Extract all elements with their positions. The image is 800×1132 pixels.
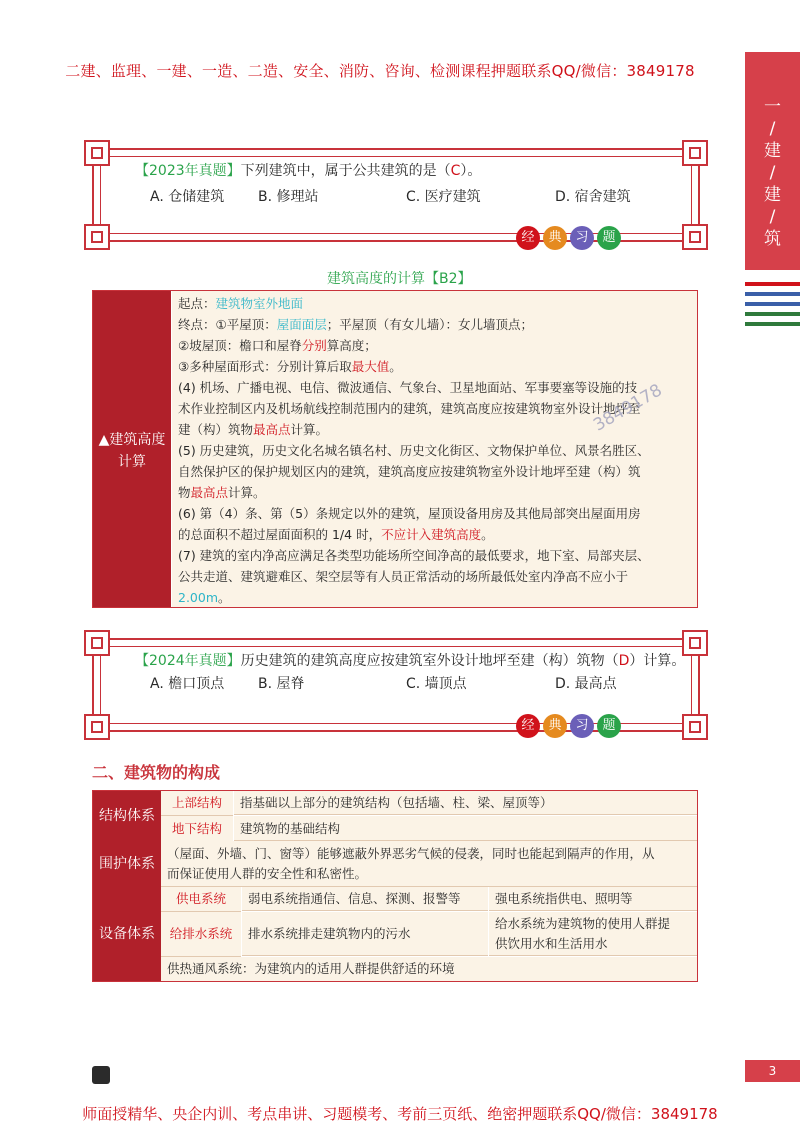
height-table-content bbox=[172, 291, 697, 607]
rule-line: 建（构）筑物最高点计算。 bbox=[178, 422, 329, 437]
rule-line: (5) 历史建筑，历史文化名城名镇名村、历史文化街区、文物保护单位、风景名胜区、 bbox=[178, 443, 650, 458]
drainage-desc: 排水系统排走建筑物内的污水 bbox=[242, 912, 488, 956]
classic-exercise-badge: 题 bbox=[597, 714, 621, 738]
frame-corner-ornament bbox=[682, 224, 708, 250]
rule-line: 2.00m。 bbox=[178, 590, 231, 605]
row-label-equipment: 设备体系 bbox=[93, 887, 161, 981]
question-tag: 【2024年真题】 bbox=[135, 653, 241, 669]
question-text-end: ）计算。 bbox=[629, 653, 686, 669]
rule-line: 终点：①平屋顶：屋面面层；平屋顶（有女儿墙）：女儿墙顶点； bbox=[178, 317, 533, 332]
option-d: D. 宿舍建筑 bbox=[555, 189, 631, 205]
classic-exercise-badge: 习 bbox=[570, 714, 594, 738]
side-tab-char: / bbox=[769, 207, 776, 227]
question-answer: C bbox=[450, 163, 461, 179]
stripe-decoration bbox=[745, 322, 800, 326]
classic-exercise-badge: 典 bbox=[543, 226, 567, 250]
stripe-decoration bbox=[745, 302, 800, 306]
classic-exercise-badge: 经 bbox=[516, 714, 540, 738]
building-composition-table bbox=[92, 790, 698, 982]
page-number: 3 bbox=[745, 1060, 800, 1082]
question-text-end: ）。 bbox=[460, 163, 482, 179]
classic-exercise-badge: 习 bbox=[570, 226, 594, 250]
side-tab-char: / bbox=[769, 119, 776, 139]
rule-line: 术作业控制区内及机场航线控制范围内的建筑，建筑高度应按建筑物室外设计地坪至 bbox=[178, 401, 641, 416]
water-supply-line: 给水系统为建筑物的使用人群提 bbox=[495, 916, 671, 931]
section-heading: 二、建筑物的构成 bbox=[92, 763, 221, 782]
section-title: 建筑高度的计算【B2】 bbox=[327, 271, 472, 287]
rule-line: (7) 建筑的室内净高应满足各类型功能场所空间净高的最低要求，地下室、局部夹层、 bbox=[178, 548, 650, 563]
label-line: 计算 bbox=[118, 454, 146, 470]
frame-corner-ornament bbox=[682, 714, 708, 740]
row-label-structure: 结构体系 bbox=[93, 791, 161, 841]
rule-line: 公共走道、建筑避难区、架空层等有人员正常活动的场所最低处室内净高不应小于 bbox=[178, 569, 629, 584]
enclosure-desc-line: 而保证使用人群的安全性和私密性。 bbox=[167, 866, 368, 881]
water-supply-desc bbox=[489, 912, 697, 956]
option-d: D. 最高点 bbox=[555, 676, 617, 692]
classic-exercise-badge: 题 bbox=[597, 226, 621, 250]
frame-corner-ornament bbox=[84, 140, 110, 166]
chapter-side-tab bbox=[745, 52, 800, 270]
rule-line: 起点：建筑物室外地面 bbox=[178, 296, 304, 311]
stripe-decoration bbox=[745, 292, 800, 296]
option-b: B. 屋脊 bbox=[258, 676, 305, 692]
rule-line: (4) 机场、广播电视、电信、微波通信、气象台、卫星地面站、军事要塞等设施的技 bbox=[178, 380, 638, 395]
height-calculation-table bbox=[92, 290, 698, 608]
rule-line: (6) 第（4）条、第（5）条规定以外的建筑，屋顶设备用房及其他局部突出屋面用房 bbox=[178, 506, 641, 521]
side-tab-char: 一 bbox=[764, 97, 781, 117]
question-text: 历史建筑的建筑高度应按建筑室外设计地坪至建（构）筑物（ bbox=[240, 653, 619, 669]
frame-corner-ornament bbox=[84, 630, 110, 656]
side-tab-char: / bbox=[769, 163, 776, 183]
question-tag: 【2023年真题】 bbox=[135, 163, 241, 179]
qr-icon bbox=[92, 1066, 110, 1084]
label-line: ▲建筑高度 bbox=[98, 432, 166, 448]
side-tab-char: 建 bbox=[764, 185, 781, 205]
question-text: 下列建筑中，属于公共建筑的是（ bbox=[240, 163, 451, 179]
row-label-enclosure: 围护体系 bbox=[93, 841, 161, 887]
lower-structure-desc: 建筑物的基础结构 bbox=[234, 816, 697, 841]
upper-structure-desc: 指基础以上部分的建筑结构（包括墙、柱、梁、屋顶等） bbox=[234, 791, 697, 815]
water-supply-line: 供饮用水和生活用水 bbox=[495, 936, 608, 951]
strong-current-desc: 强电系统指供电、照明等 bbox=[489, 887, 697, 911]
hvac-desc: 供热通风系统：为建筑内的适用人群提供舒适的环境 bbox=[161, 957, 697, 981]
rule-line: ②坡屋顶：檐口和屋脊分别算高度； bbox=[178, 338, 377, 353]
stripe-decoration bbox=[745, 312, 800, 316]
header-banner: 二建、监理、一建、一造、二造、安全、消防、咨询、检测课程押题联系QQ/微信：3849178 bbox=[65, 62, 695, 80]
option-c: C. 墙顶点 bbox=[406, 676, 467, 692]
height-table-label bbox=[93, 291, 171, 607]
water-system-name: 给排水系统 bbox=[161, 912, 241, 957]
power-system-name: 供电系统 bbox=[161, 887, 241, 912]
option-a: A. 仓储建筑 bbox=[150, 189, 225, 205]
footer-banner: 师面授精华、央企内训、考点串讲、习题模考、考前三页纸、绝密押题联系QQ/微信：3849178 bbox=[82, 1105, 718, 1123]
frame-corner-ornament bbox=[682, 140, 708, 166]
upper-structure-name: 上部结构 bbox=[161, 791, 233, 816]
lower-structure-name: 地下结构 bbox=[161, 816, 233, 842]
stripe-decoration bbox=[745, 282, 800, 286]
rule-line: 物最高点计算。 bbox=[178, 485, 266, 500]
enclosure-desc bbox=[161, 841, 697, 887]
rule-line: ③多种屋面形式：分别计算后取最大值。 bbox=[178, 359, 402, 374]
option-b: B. 修理站 bbox=[258, 189, 319, 205]
side-tab-char: 建 bbox=[764, 141, 781, 161]
frame-corner-ornament bbox=[84, 714, 110, 740]
classic-exercise-badge: 典 bbox=[543, 714, 567, 738]
weak-current-desc: 弱电系统指通信、信息、探测、报警等 bbox=[242, 887, 488, 911]
rule-line: 的总面积不超过屋面面积的 1/4 时，不应计入建筑高度。 bbox=[178, 527, 494, 542]
rule-line: 自然保护区的保护规划区内的建筑，建筑高度应按建筑物室外设计地坪至建（构）筑 bbox=[178, 464, 641, 479]
question-stem bbox=[135, 650, 685, 670]
classic-exercise-badge: 经 bbox=[516, 226, 540, 250]
frame-corner-ornament bbox=[682, 630, 708, 656]
question-stem bbox=[135, 160, 481, 180]
frame-corner-ornament bbox=[84, 224, 110, 250]
watermark: 3849178 bbox=[590, 380, 666, 436]
side-tab-char: 筑 bbox=[764, 229, 781, 249]
option-a: A. 檐口顶点 bbox=[150, 676, 225, 692]
question-answer: D bbox=[618, 653, 630, 669]
option-c: C. 医疗建筑 bbox=[406, 189, 481, 205]
enclosure-desc-line: （屋面、外墙、门、窗等）能够遮蔽外界恶劣气候的侵袭，同时也能起到隔声的作用，从 bbox=[167, 846, 655, 861]
